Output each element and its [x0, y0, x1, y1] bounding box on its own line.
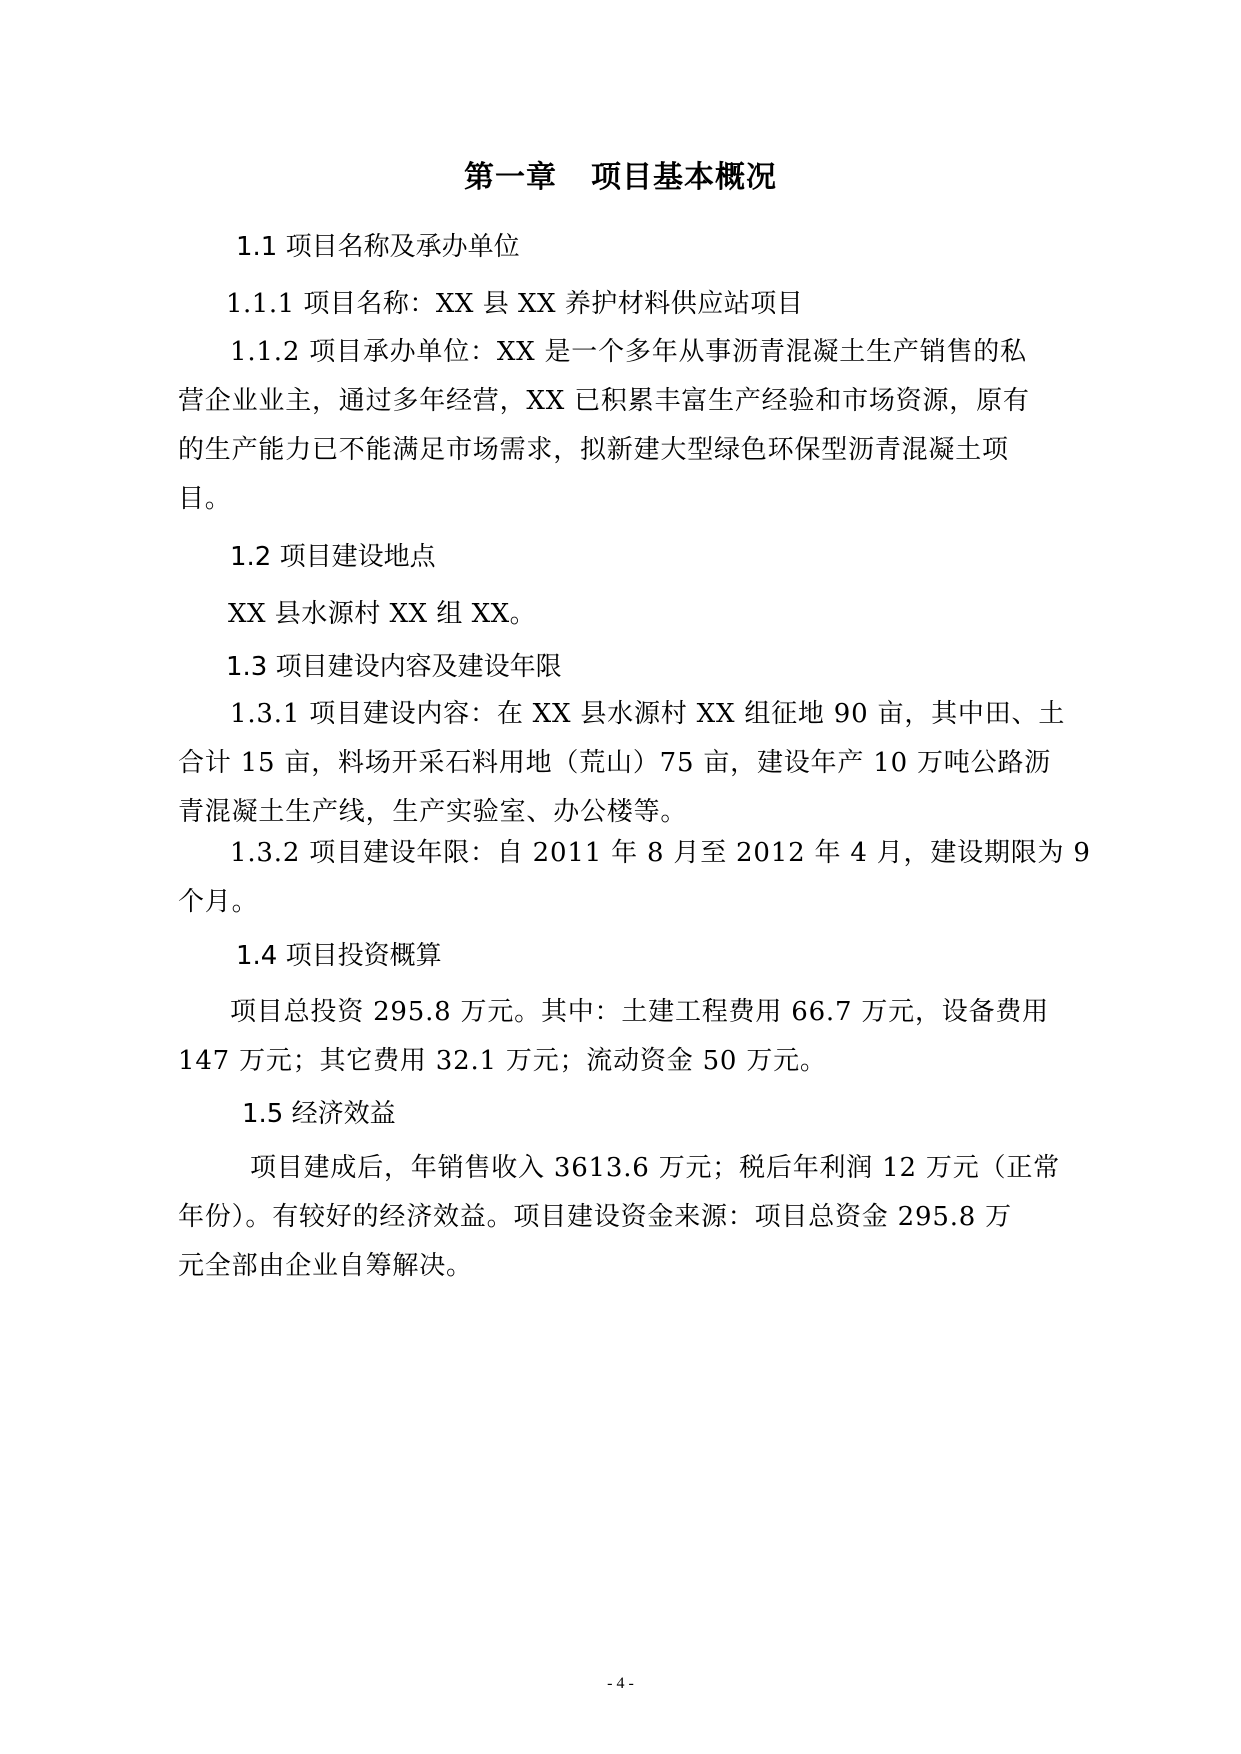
paragraph-line: 合计 15 亩，料场开采石料用地（荒山）75 亩，建设年产 10 万吨公路沥: [178, 748, 1051, 778]
paragraph-line: 147 万元；其它费用 32.1 万元；流动资金 50 万元。: [178, 1046, 827, 1076]
project-location-text: XX 县水源村 XX 组 XX。: [228, 599, 537, 629]
investment-paragraph: [178, 988, 1081, 1086]
chapter-label: 第一章: [464, 160, 557, 195]
paragraph-line: 项目建成后，年销售收入 3613.6 万元；税后年利润 12 万元（正常: [250, 1153, 1060, 1183]
paragraph-line: 个月。: [178, 887, 259, 917]
paragraph-line: 青混凝土生产线，生产实验室、办公楼等。: [178, 797, 688, 827]
paragraph-line: 目。: [178, 484, 232, 514]
page-number: - 4 -: [607, 1675, 634, 1692]
paragraph-line: 项目总投资 295.8 万元。其中：土建工程费用 66.7 万元，设备费用: [230, 997, 1049, 1027]
section-heading-1-2: 1.2 项目建设地点: [230, 542, 436, 572]
economic-benefit-paragraph: [178, 1144, 1081, 1291]
chapter-title: [0, 158, 1241, 198]
section-heading-1-4: 1.4 项目投资概算: [236, 941, 442, 971]
project-name-line: 1.1.1 项目名称：XX 县 XX 养护材料供应站项目: [226, 289, 804, 319]
chapter-name: 项目基本概况: [591, 160, 777, 195]
section-heading-1-5: 1.5 经济效益: [242, 1099, 396, 1129]
paragraph-line: 1.1.2 项目承办单位：XX 是一个多年从事沥青混凝土生产销售的私: [230, 337, 1027, 367]
paragraph-line: 元全部由企业自筹解决。: [178, 1251, 473, 1281]
paragraph-line: 1.3.1 项目建设内容：在 XX 县水源村 XX 组征地 90 亩，其中田、土: [230, 699, 1066, 729]
paragraph-line: 年份）。有较好的经济效益。项目建设资金来源：项目总资金 295.8 万: [178, 1202, 1012, 1232]
construction-period-paragraph: [178, 829, 1091, 927]
construction-content-paragraph: [178, 690, 1081, 837]
paragraph-line: 营企业业主，通过多年经营，XX 已积累丰富生产经验和市场资源，原有: [178, 386, 1030, 416]
section-heading-1-1: 1.1 项目名称及承办单位: [236, 232, 520, 262]
paragraph-line: 的生产能力已不能满足市场需求，拟新建大型绿色环保型沥青混凝土项: [178, 435, 1009, 465]
paragraph-line: 1.3.2 项目建设年限：自 2011 年 8 月至 2012 年 4 月，建设期限为 9: [230, 838, 1091, 868]
section-heading-1-3: 1.3 项目建设内容及建设年限: [226, 652, 562, 682]
project-undertaker-paragraph: [178, 328, 1081, 524]
